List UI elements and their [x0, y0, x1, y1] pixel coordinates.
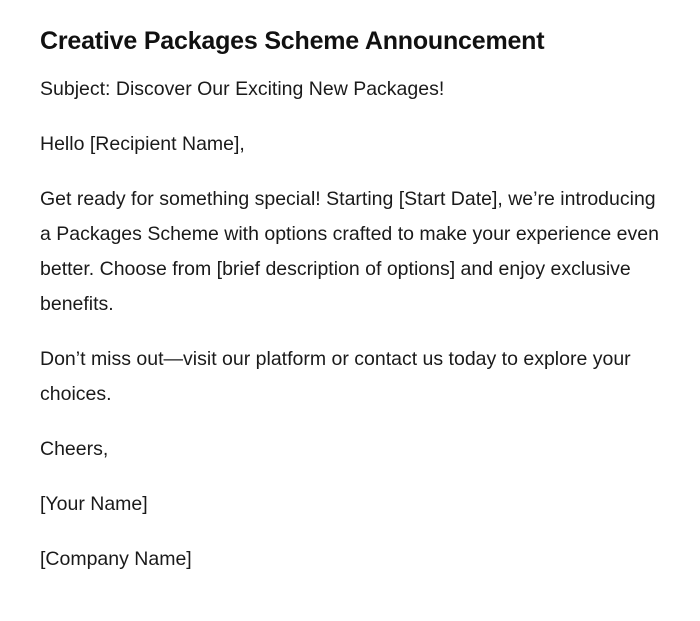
email-subject: Subject: Discover Our Exciting New Packages! — [40, 78, 445, 100]
body-paragraph-1: Get ready for something special! Starting [Start Date], we’re introducing a Packages Scheme with options crafted to make your experience even better. Choose from [brief description of options] and enjoy exclusive benefits. — [40, 188, 659, 315]
document-title: Creative Packages Scheme Announcement — [40, 27, 545, 55]
company-name: [Company Name] — [40, 548, 192, 570]
closing-line: Cheers, — [40, 438, 109, 460]
sender-name: [Your Name] — [40, 493, 148, 515]
greeting-line: Hello [Recipient Name], — [40, 133, 245, 155]
body-paragraph-2: Don’t miss out—visit our platform or contact us today to explore your choices. — [40, 348, 631, 405]
